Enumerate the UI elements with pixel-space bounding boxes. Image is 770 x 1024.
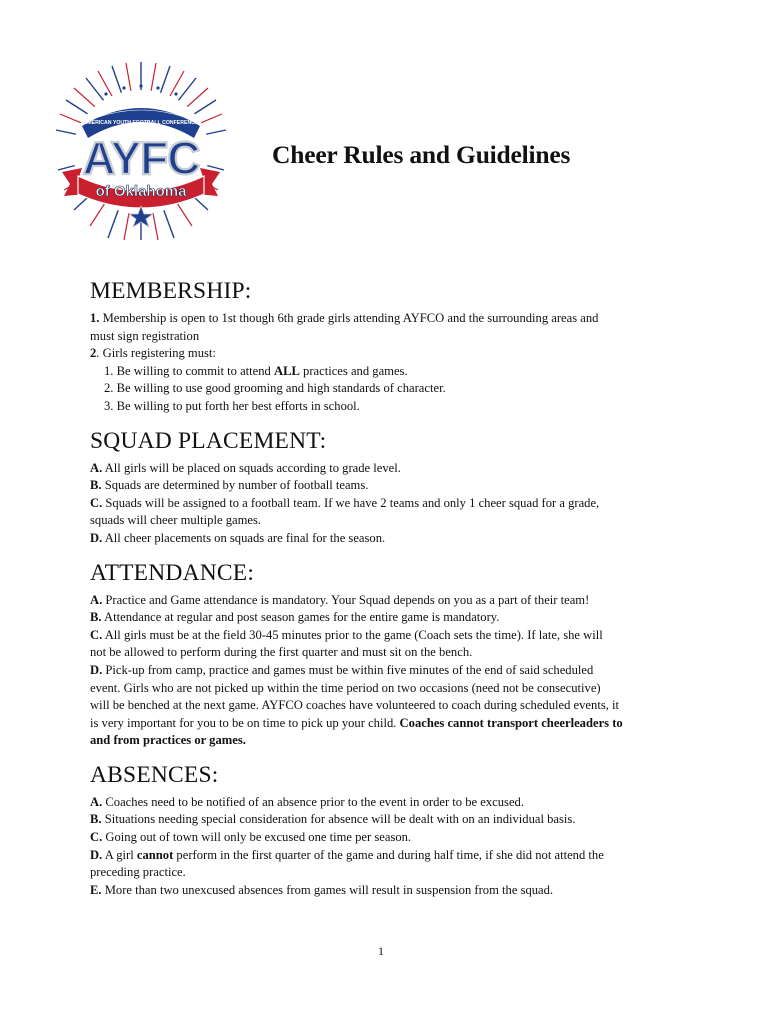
absences-item-c: C. Going out of town will only be excused one time per season. (90, 830, 412, 845)
attendance-item-d: D. Pick-up from camp, practice and games must be within five minutes of the end of said scheduled (90, 662, 594, 677)
section-heading: SQUAD PLACEMENT: (90, 427, 327, 454)
absences-item-d-cont: preceding practice. (90, 865, 186, 880)
membership-subitem-3: 3. Be willing to put forth her best efforts in school. (104, 398, 360, 413)
membership-subitem-2: 2. Be willing to use good grooming and high standards of character. (104, 381, 446, 396)
attendance-item-c-cont: not be allowed to perform during the first quarter and must sit on the bench. (90, 645, 473, 660)
absences-item-a: A. Coaches need to be notified of an absence prior to the event in order to be excused. (90, 794, 524, 809)
attendance-item-c: C. All girls must be at the field 30-45 minutes prior to the game (Coach sets the time). If late, she will (90, 627, 603, 642)
attendance-section (90, 558, 690, 750)
squad-item-a: A. All girls will be placed on squads according to grade level. (90, 460, 401, 475)
logo-banner-text: of Oklahoma (95, 183, 187, 200)
squad-placement-section (90, 426, 690, 548)
ayfc-logo (52, 60, 230, 242)
logo-main-text: AYFC (82, 132, 200, 184)
squad-item-c-cont: squads will cheer multiple games. (90, 513, 262, 528)
absences-section (90, 760, 690, 900)
logo-top-text: AMERICAN YOUTH FOOTBALL CONFERENCE (83, 120, 199, 126)
absences-item-b: B. Situations needing special consideration for absence will be dealt with on an individual basis. (90, 812, 576, 827)
section-heading: MEMBERSHIP: (90, 278, 252, 304)
attendance-item-d-cont: is very important for you to be on time to pick up your child. Coaches cannot transport cheerleaders to (90, 715, 623, 730)
membership-item-1-cont: must sign registration (90, 328, 200, 343)
document-body (90, 276, 690, 909)
absences-item-e: E. More than two unexcused absences from games will result in suspension from the squad. (90, 882, 554, 897)
absences-item-d: D. A girl cannot perform in the first quarter of the game and during half time, if she did not attend the (90, 847, 604, 862)
attendance-item-d-cont: will be benched at the next game. AYFCO coaches have volunteered to coach during scheduled events, it (90, 698, 620, 713)
membership-item-1: 1. Membership is open to 1st though 6th grade girls attending AYFCO and the surrounding areas and (90, 311, 599, 325)
membership-subitem-1: 1. Be willing to commit to attend ALL practices and games. (104, 363, 408, 378)
attendance-item-d-cont: and from practices or games. (90, 733, 246, 748)
section-heading: ATTENDANCE: (90, 559, 255, 586)
section-heading: ABSENCES: (90, 761, 219, 788)
squad-item-c: C. Squads will be assigned to a football team. If we have 2 teams and only 1 cheer squad for a grade, (90, 495, 600, 510)
attendance-item-a: A. Practice and Game attendance is mandatory. Your Squad depends on you as a part of their team! (90, 592, 590, 607)
document-title: Cheer Rules and Guidelines (272, 140, 571, 169)
squad-item-d: D. All cheer placements on squads are final for the season. (90, 530, 386, 545)
membership-section (90, 276, 690, 416)
attendance-item-b: B. Attendance at regular and post season games for the entire game is mandatory. (90, 610, 500, 625)
page-number: 1 (378, 944, 384, 958)
squad-item-b: B. Squads are determined by number of football teams. (90, 478, 369, 493)
membership-item-2: 2. Girls registering must: (90, 346, 216, 361)
attendance-item-d-cont: event. Girls who are not picked up within the time period on two occasions (need not be consecutive) (90, 680, 601, 695)
